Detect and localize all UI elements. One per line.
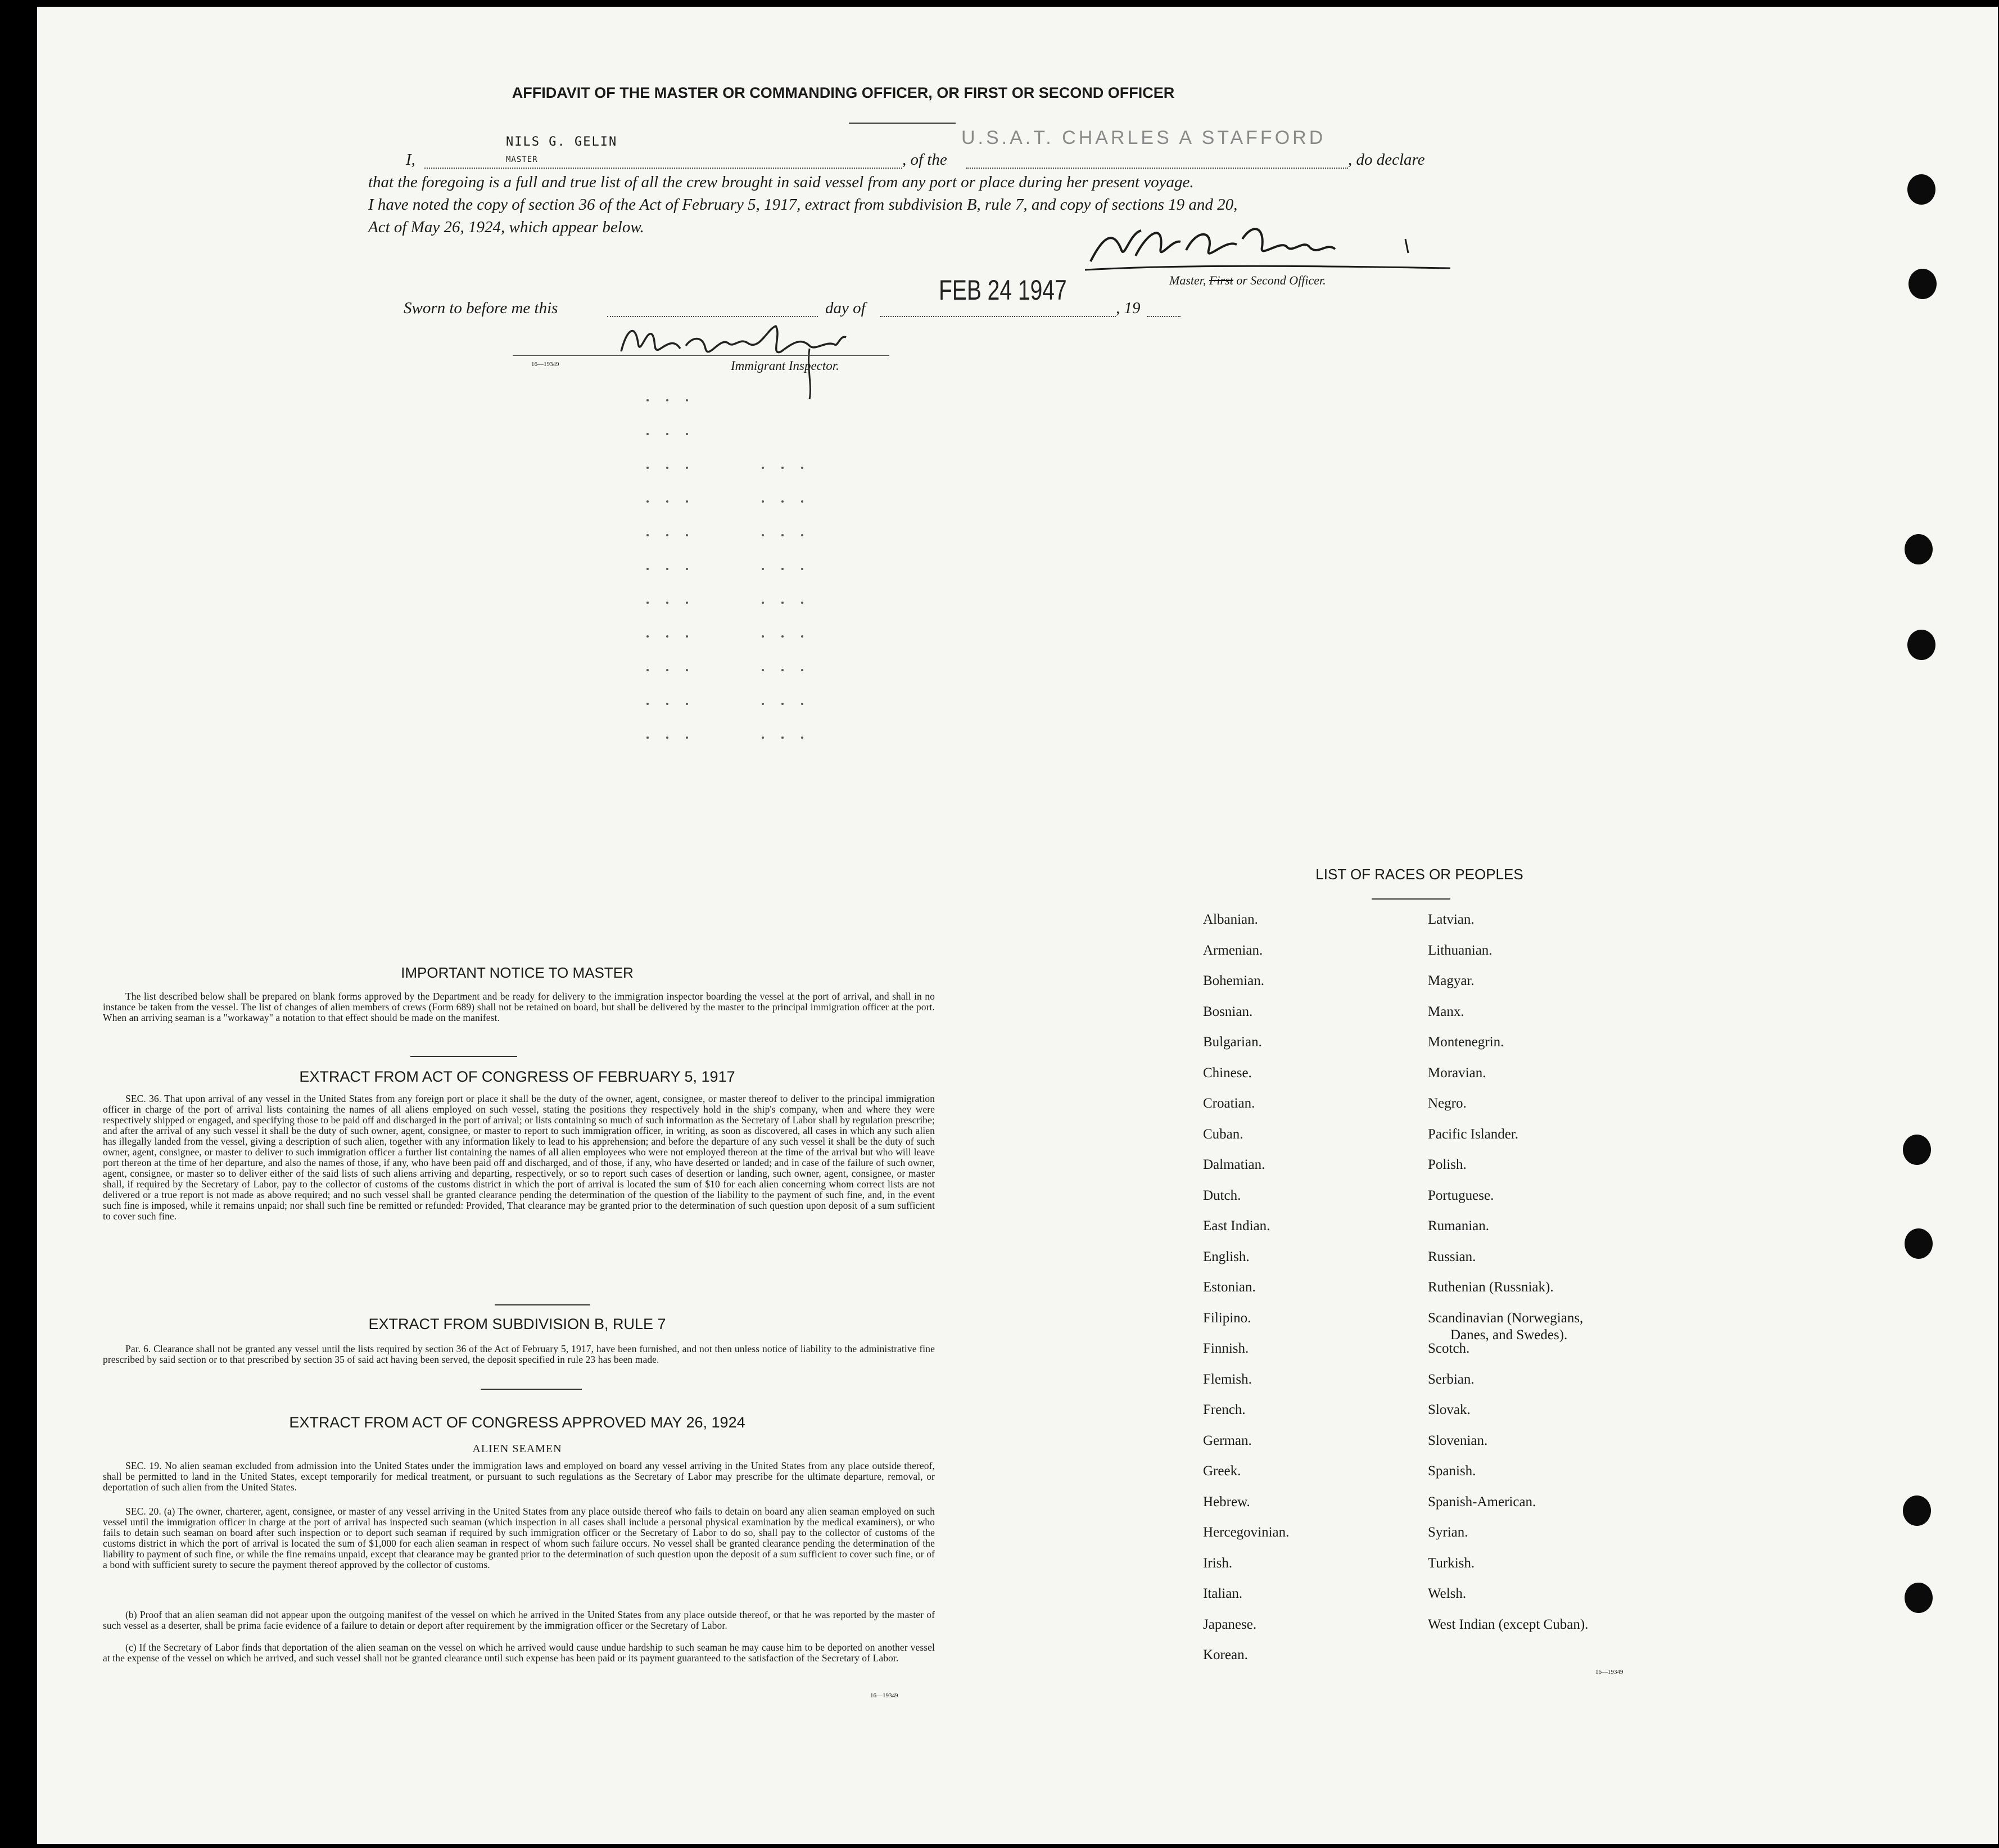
extract-1917-title: EXTRACT FROM ACT OF CONGRESS OF FEBRUARY 5, 1917: [299, 1068, 735, 1085]
speck-mark: [646, 703, 649, 705]
race-item: Armenian.: [1203, 942, 1263, 958]
race-item: Montenegrin.: [1428, 1034, 1504, 1050]
speck-mark: [686, 635, 688, 638]
races-form-number: 16—19349: [1595, 1669, 1623, 1675]
race-item: Scandinavian (Norwegians,: [1428, 1310, 1584, 1326]
punch-hole: [1907, 630, 1935, 660]
race-item: Filipino.: [1203, 1310, 1251, 1326]
master-label-struck: First: [1209, 273, 1233, 287]
race-item: West Indian (except Cuban).: [1428, 1616, 1589, 1632]
speck-mark: [762, 534, 764, 536]
speck-mark: [646, 568, 649, 570]
notice-title: IMPORTANT NOTICE TO MASTER: [401, 964, 634, 981]
punch-hole: [1907, 174, 1935, 205]
race-item: Rumanian.: [1428, 1218, 1490, 1233]
speck-mark: [762, 703, 764, 705]
speck-mark: [686, 737, 688, 739]
race-item: Negro.: [1428, 1096, 1467, 1111]
race-item: Scotch.: [1428, 1341, 1470, 1356]
affidavit-do-declare: , do declare: [1348, 151, 1425, 169]
sec-20a-body: SEC. 20. (a) The owner, charterer, agent, consignee, or master of any vessel arriving in the United States from any place outside thereof who fails to detain on board any alien seaman employed on such vessel until the immigration officer in charge at the port of arrival has inspected such seaman (which inspection in all cases shall include a personal physical examination by the medical examiners), or who fails to detain such seaman on board after such inspection or to deport such seaman if required by such immigration officer or the Secretary of Labor to do so, shall pay to the collector of customs of the customs district in which the port of arrival is located the sum of $1,000 for each alien seaman in respect of whom such failure occurs. No vessel shall be granted clearance pending the determination of the liability to payment of such fine, or while the fine remains unpaid, except that clearance may be granted prior to the determination of such question upon the deposit of a sum sufficient to cover such fine, or of a bond with sufficient surety to secure the payment thereof approved by the collector of customs.: [103, 1506, 935, 1570]
races-title: LIST OF RACES OR PEOPLES: [1315, 866, 1523, 883]
speck-mark: [686, 500, 688, 503]
race-item: Ruthenian (Russniak).: [1428, 1280, 1554, 1295]
race-item: Russian.: [1428, 1249, 1476, 1264]
affidavit-of-the: , of the: [902, 151, 947, 169]
race-item: Irish.: [1203, 1555, 1233, 1571]
master-label-post: or Second Officer.: [1233, 273, 1326, 287]
day-of-text: day of: [825, 299, 866, 317]
extract-form-number: 16—19349: [870, 1692, 898, 1699]
race-item: Croatian.: [1203, 1096, 1255, 1111]
year-prefix: , 19: [1116, 299, 1141, 317]
speck-mark: [801, 737, 803, 739]
speck-mark: [666, 602, 668, 604]
speck-mark: [801, 500, 803, 503]
speck-mark: [781, 602, 784, 604]
title-rule: [849, 123, 956, 124]
race-item: Lithuanian.: [1428, 942, 1493, 958]
speck-mark: [646, 399, 649, 401]
speck-mark: [666, 669, 668, 671]
punch-hole: [1905, 1228, 1933, 1259]
month-blank: [880, 316, 1116, 317]
speck-mark: [781, 737, 784, 739]
speck-mark: [801, 703, 803, 705]
speck-mark: [781, 703, 784, 705]
inspector-blank: [513, 355, 889, 356]
punch-hole: [1905, 1583, 1933, 1613]
speck-mark: [781, 467, 784, 469]
alien-seamen-subtitle: ALIEN SEAMEN: [472, 1443, 562, 1455]
speck-mark: [666, 635, 668, 638]
race-item: Spanish.: [1428, 1463, 1476, 1479]
speck-mark: [646, 500, 649, 503]
race-item: Korean.: [1203, 1647, 1248, 1662]
vessel-blank: [966, 168, 1348, 169]
race-item: French.: [1203, 1402, 1246, 1417]
sworn-text: Sworn to before me this: [404, 299, 558, 317]
speck-mark: [686, 602, 688, 604]
race-item: Flemish.: [1203, 1371, 1252, 1387]
race-item: Manx.: [1428, 1004, 1464, 1019]
speck-mark: [646, 602, 649, 604]
year-blank: [1147, 316, 1181, 317]
speck-mark: [646, 433, 649, 435]
race-item: Bosnian.: [1203, 1004, 1253, 1019]
race-item: Serbian.: [1428, 1371, 1475, 1387]
date-stamp: FEB 24 1947: [939, 274, 1067, 306]
inspector-label: Immigrant Inspector.: [731, 359, 839, 373]
extract-1917-rule: [495, 1304, 590, 1305]
speck-mark: [762, 500, 764, 503]
sec-20b-body: (b) Proof that an alien seaman did not appear upon the outgoing manifest of the vessel on which he arrived in the United States from any place outside thereof, or that he was reported by the master of such vessel as a deserter, shall be prima facie evidence of a failure to detain or deport after requirement by the immigration officer or the Secretary of Labor.: [103, 1609, 935, 1631]
speck-mark: [646, 534, 649, 536]
sec-19-body: SEC. 19. No alien seaman excluded from admission into the United States under the immigration laws and employed on board any vessel arriving in the United States from any place outside thereof, shall be permitted to land in the United States, except temporarily for medical treatment, or pursuant to such regulations as the Secretary of Labor may prescribe for the ultimate departure, removal, or deportation of such alien from the United States.: [103, 1460, 935, 1493]
race-item: Japanese.: [1203, 1616, 1257, 1632]
race-item: Turkish.: [1428, 1555, 1475, 1571]
speck-mark: [781, 568, 784, 570]
race-item: Slovenian.: [1428, 1433, 1488, 1448]
race-item: Slovak.: [1428, 1402, 1471, 1417]
race-item: Polish.: [1428, 1157, 1467, 1172]
speck-mark: [762, 602, 764, 604]
race-item: Latvian.: [1428, 912, 1475, 927]
race-item: Welsh.: [1428, 1586, 1467, 1601]
speck-mark: [686, 534, 688, 536]
speck-mark: [666, 534, 668, 536]
races-rule: [1372, 898, 1450, 900]
punch-hole: [1903, 1135, 1931, 1165]
speck-mark: [762, 669, 764, 671]
subdivision-b-title: EXTRACT FROM SUBDIVISION B, RULE 7: [368, 1316, 666, 1332]
extract-1917-body: SEC. 36. That upon arrival of any vessel in the United States from any foreign port or place it shall be the duty of the owner, agent, consignee, or master thereof to deliver to the principal immigration officer in charge of the port of arrival lists containing the names of all aliens employed on such vessel, stating the positions they respectively hold in the ship's company, when and where they were respectively shipped or engaged, and specifying those to be paid off and discharged in the port of arrival; or lists containing so much of such information as the Secretary of Labor shall by regulation prescribe; and after the arrival of any such vessel it shall be the duty of such owner, agent, consignee, or master to report to such immigration officer, in writing, as soon as discovered, all cases in which any such alien has illegally landed from the vessel, giving a description of such alien, together with any information likely to lead to his apprehension; and before the departure of any such vessel it shall be the duty of such owner, agent, consignee, or master to deliver to such immigration officer a further list containing the names of all alien employees who were not employed thereon at the time of the arrival but who will leave port thereon at the time of her departure, and also the names of those, if any, who have been paid off and discharged, and of those, if any, who have deserted or landed; and in case of the failure of such owner, agent, consignee, or master so to deliver either of the said lists of such aliens arriving and departing, respectively, or so to report such cases of desertion or landing, such owner, agent, consignee, or master shall, if required by the Secretary of Labor, pay to the collector of customs of the customs district in which the port of arrival is located the sum of $10 for each alien concerning whom correct lists are not delivered or a true report is not made as above required; and no such vessel shall be granted clearance pending the determination of the question of the liability to the payment of such fine, and, in the event such fine is imposed, while it remains unpaid; nor shall such fine be remitted or refunded: Provided, That clearance may be granted prior to the determination of such question upon deposit of a sum sufficient to cover such fine.: [103, 1093, 935, 1222]
race-item: Bulgarian.: [1203, 1034, 1262, 1050]
punch-hole: [1903, 1495, 1931, 1526]
race-item: Greek.: [1203, 1463, 1241, 1479]
race-item: Estonian.: [1203, 1280, 1256, 1295]
speck-mark: [801, 602, 803, 604]
speck-mark: [781, 635, 784, 638]
speck-mark: [666, 399, 668, 401]
subdivision-b-body: Par. 6. Clearance shall not be granted any vessel until the lists required by section 36 of the Act of February 5, 1917, have been furnished, and not then unless notice of liability to the administrative fine prescribed by said section or to that prescribed by section 35 of said act having been served, the deposit specified in rule 23 has been made.: [103, 1343, 935, 1365]
speck-mark: [781, 500, 784, 503]
race-item: East Indian.: [1203, 1218, 1270, 1233]
race-item: Dutch.: [1203, 1187, 1241, 1203]
affidavit-line-2: that the foregoing is a full and true list of all the crew brought in said vessel from any port or place during her present voyage.: [368, 173, 1194, 191]
race-item: Pacific Islander.: [1428, 1126, 1519, 1142]
race-item: Moravian.: [1428, 1065, 1486, 1081]
race-item: Italian.: [1203, 1586, 1243, 1601]
race-item: Finnish.: [1203, 1341, 1249, 1356]
speck-mark: [666, 703, 668, 705]
vessel-name-stamp: U.S.A.T. CHARLES A STAFFORD: [961, 127, 1326, 148]
race-item: German.: [1203, 1433, 1252, 1448]
race-item: Dalmatian.: [1203, 1157, 1265, 1172]
race-item: English.: [1203, 1249, 1250, 1264]
speck-mark: [762, 467, 764, 469]
speck-mark: [666, 433, 668, 435]
race-item: Chinese.: [1203, 1065, 1252, 1081]
master-label-pre: Master,: [1169, 273, 1209, 287]
speck-mark: [781, 669, 784, 671]
subdivision-b-rule: [481, 1389, 582, 1390]
affidavit-i: I,: [406, 151, 415, 169]
speck-mark: [801, 534, 803, 536]
speck-mark: [666, 467, 668, 469]
name-blank: [424, 168, 902, 169]
speck-mark: [801, 467, 803, 469]
speck-mark: [646, 467, 649, 469]
affidavit-line-4: Act of May 26, 1924, which appear below.: [368, 218, 644, 236]
speck-mark: [666, 500, 668, 503]
speck-mark: [686, 399, 688, 401]
typed-master-name: NILS G. GELIN: [506, 135, 618, 149]
punch-hole: [1908, 269, 1937, 299]
speck-mark: [762, 568, 764, 570]
speck-mark: [686, 703, 688, 705]
race-item: Bohemian.: [1203, 973, 1265, 988]
race-item: Danes, and Swedes).: [1450, 1327, 1568, 1343]
extract-1924-title: EXTRACT FROM ACT OF CONGRESS APPROVED MAY 26, 1924: [289, 1414, 745, 1431]
master-signature: [1068, 216, 1462, 278]
speck-mark: [646, 669, 649, 671]
speck-mark: [686, 568, 688, 570]
speck-mark: [686, 669, 688, 671]
speck-mark: [686, 433, 688, 435]
race-item: Hercegovinian.: [1203, 1525, 1290, 1540]
race-item: Cuban.: [1203, 1126, 1243, 1142]
speck-mark: [781, 534, 784, 536]
speck-mark: [646, 635, 649, 638]
speck-mark: [762, 737, 764, 739]
speck-mark: [666, 568, 668, 570]
punch-hole: [1905, 534, 1933, 564]
race-item: Hebrew.: [1203, 1494, 1250, 1510]
speck-mark: [646, 737, 649, 739]
affidavit-line-3: I have noted the copy of section 36 of the Act of February 5, 1917, extract from subdivision B, rule 7, and copy of sections 19 and 20,: [368, 196, 1238, 214]
affidavit-form-number: 16—19349: [531, 361, 559, 368]
race-item: Syrian.: [1428, 1525, 1468, 1540]
typed-master-rank: MASTER: [506, 155, 538, 164]
notice-body: The list described below shall be prepared on blank forms approved by the Department and be ready for delivery to the immigration inspector boarding the vessel at the port of arrival, and shall in no instance be taken from the vessel. The list of changes of alien members of crews (Form 689) shall not be retained on board, but shall be delivered by the master to the principal immigration officer at the port. When an arriving seaman is a "workaway" a notation to that effect should be made on the manifest.: [103, 991, 935, 1023]
speck-mark: [762, 635, 764, 638]
notice-rule: [410, 1056, 517, 1057]
sec-20c-body: (c) If the Secretary of Labor finds that deportation of the alien seaman on the vessel on which he arrived would cause undue hardship to such seaman he may cause him to be deported on another vessel at the expense of the vessel on which he arrived, and such vessel shall not be granted clearance until such expense has been paid or its payment guaranteed to the satisfaction of the Secretary of Labor.: [103, 1642, 935, 1664]
race-item: Spanish-American.: [1428, 1494, 1536, 1510]
speck-mark: [686, 467, 688, 469]
speck-mark: [801, 669, 803, 671]
master-title-label: [1169, 273, 1326, 288]
sworn-day-blank: [607, 316, 818, 317]
speck-mark: [666, 737, 668, 739]
race-item: Magyar.: [1428, 973, 1475, 988]
race-item: Albanian.: [1203, 912, 1258, 927]
speck-mark: [801, 635, 803, 638]
speck-mark: [801, 568, 803, 570]
affidavit-title: AFFIDAVIT OF THE MASTER OR COMMANDING OFFICER, OR FIRST OR SECOND OFFICER: [512, 84, 1175, 101]
race-item: Portuguese.: [1428, 1187, 1494, 1203]
